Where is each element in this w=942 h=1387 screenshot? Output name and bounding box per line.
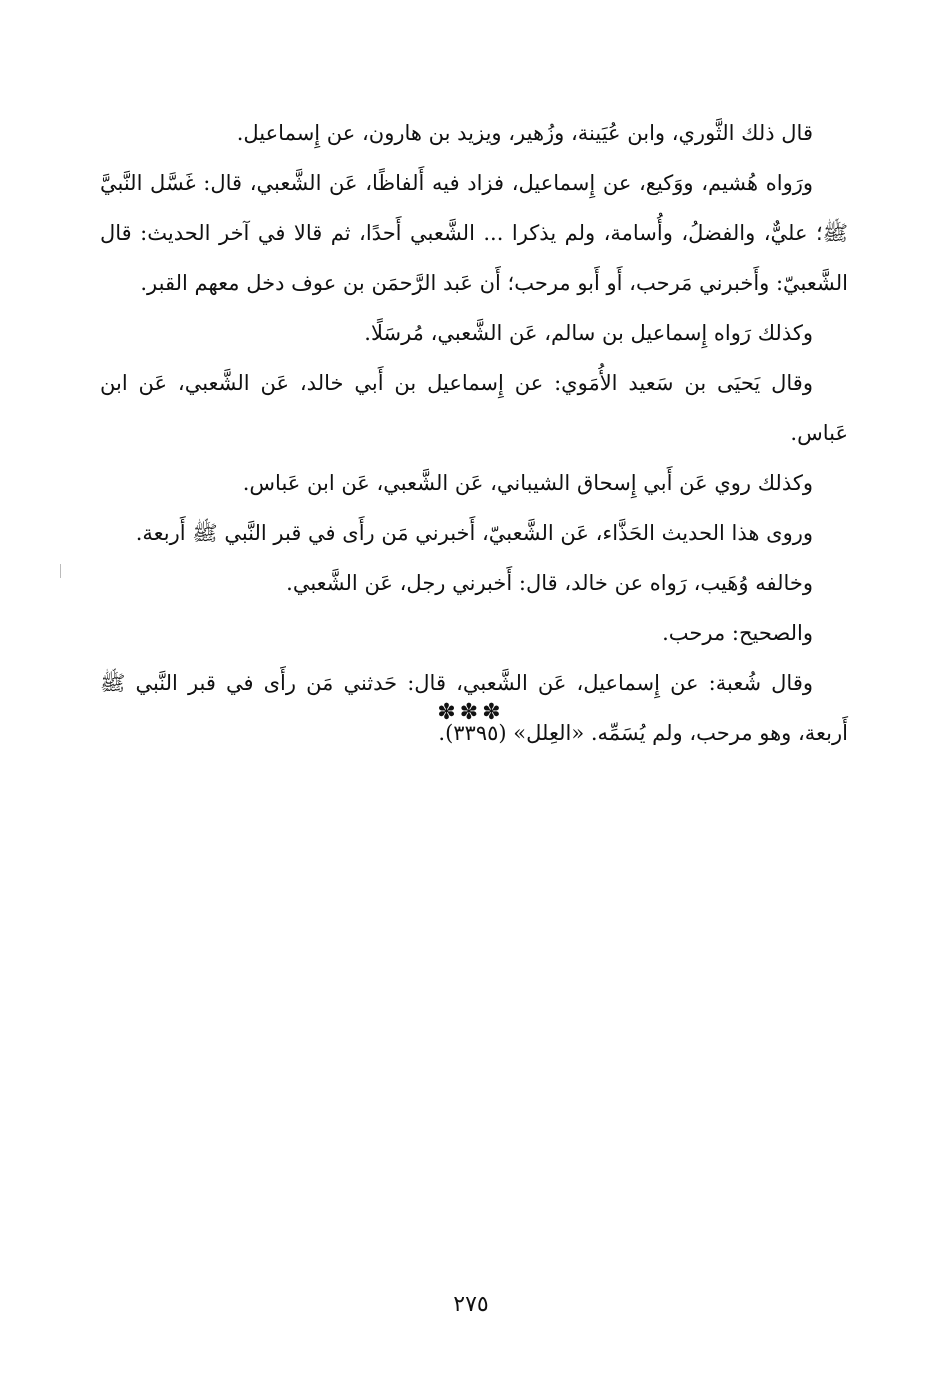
paragraph-7: وخالفه وُهَيب، رَواه عن خالد، قال: أَخبرني رجل، عَن الشَّعبي. xyxy=(286,571,813,595)
paragraph-3: وكذلك رَواه إِسماعيل بن سالم، عَن الشَّعبي، مُرسَلًا. xyxy=(364,321,813,345)
paragraph-4: وقال يَحيَى بن سَعيد الأُمَوي: عن إِسماعيل بن أَبي خالد، عَن الشَّعبي، عَن ابن عَباس. xyxy=(100,371,848,445)
paragraph-5: وكذلك روي عَن أَبي إِسحاق الشيباني، عَن الشَّعبي، عَن ابن عَباس. xyxy=(242,471,813,495)
paragraph-9: وقال شُعبة: عن إِسماعيل، عَن الشَّعبي، قال: حَدثني مَن رأَى في قبر النَّبي ﷺ أَربعة، وهو مرحب، ولم يُسَمِّه. «العِلل» (٣٣٩٥). xyxy=(100,671,848,745)
main-text xyxy=(100,108,848,758)
paragraph-2: ورَواه هُشيم، ووَكيع، عن إِسماعيل، فزاد فيه أَلفاظًا، عَن الشَّعبي، قال: غَسَّل النَّبيَّ ﷺ؛ عليٌّ، والفضلُ، وأُسامة، ولم يذكرا ... الشَّعبي أَحدًا، ثم قالا في آخر الحديث: قال الشَّعبيّ: وأَخبرني مَرحب، أَو أَبو مرحب؛ أَن عَبد الرَّحمَن بن عوف دخل معهم القبر. xyxy=(100,171,848,295)
paragraph-8: والصحيح: مرحب. xyxy=(662,621,813,645)
page-number: ٢٧٥ xyxy=(453,1292,489,1317)
margin-mark xyxy=(60,564,61,578)
paragraph-1: قال ذلك الثَّوري، وابن عُيَينة، وزُهير، ويزيد بن هارون، عن إِسماعيل. xyxy=(236,121,813,145)
section-divider-ornament: ✽✽✽ xyxy=(437,700,505,725)
paragraph-6: وروى هذا الحديث الحَذَّاء، عَن الشَّعبيّ، أَخبرني مَن رأَى في قبر النَّبي ﷺ أَربعة. xyxy=(135,521,813,545)
